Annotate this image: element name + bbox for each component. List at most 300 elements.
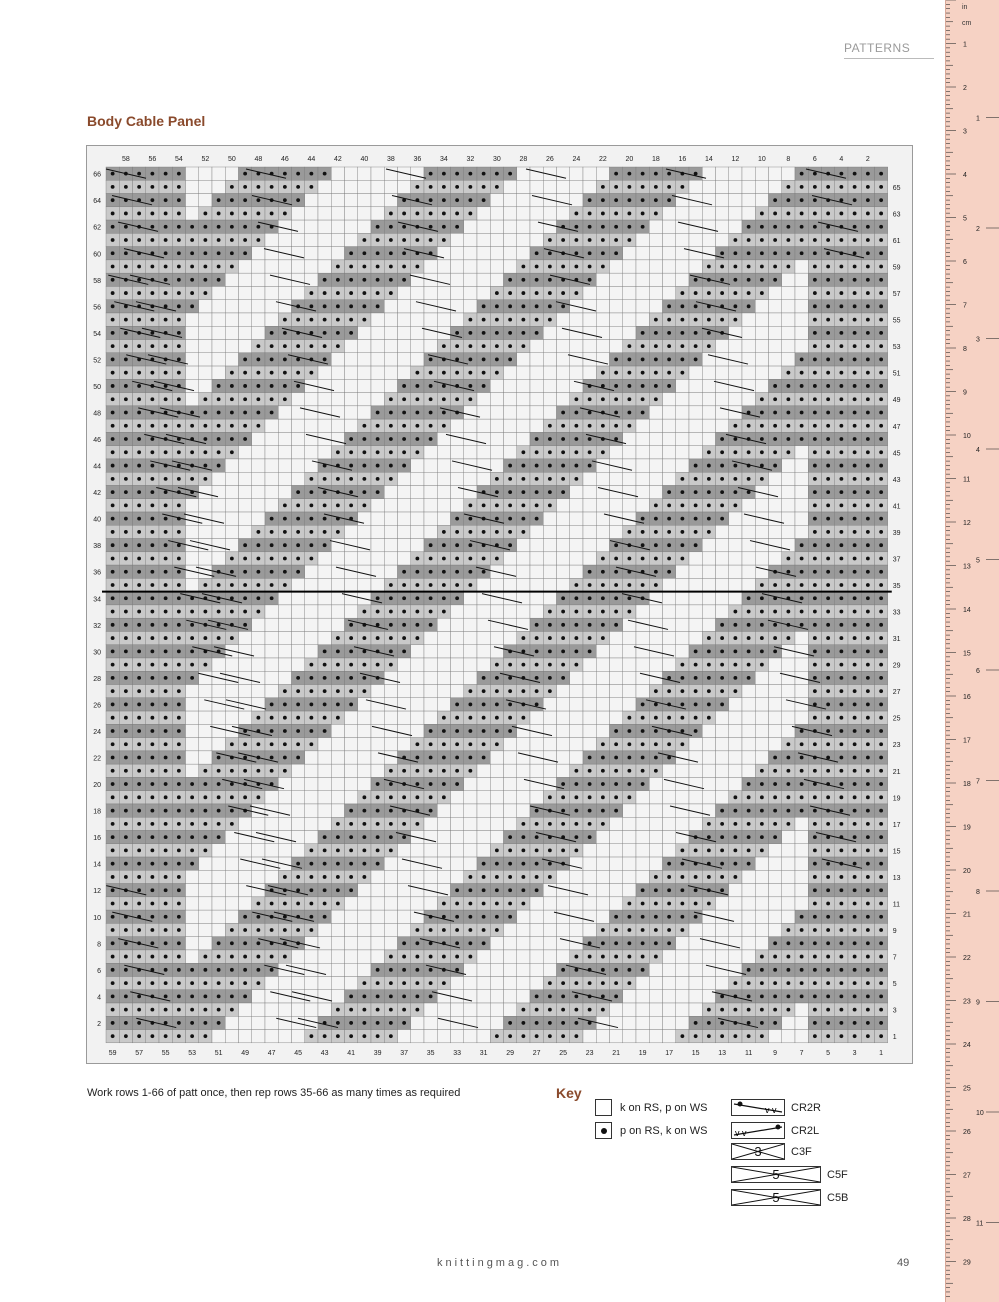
purl-dot: [243, 411, 247, 415]
purl-dot: [177, 636, 181, 640]
chart-cell: [345, 419, 358, 432]
chart-cell: [663, 791, 676, 804]
purl-dot: [217, 756, 221, 760]
chart-cell: [490, 618, 503, 631]
chart-cell: [649, 446, 662, 459]
purl-dot: [415, 212, 419, 216]
chart-cell: [623, 326, 636, 339]
purl-dot: [190, 663, 194, 667]
chart-cell: [318, 592, 331, 605]
purl-dot: [150, 397, 154, 401]
chart-cell: [610, 671, 623, 684]
purl-dot: [574, 822, 578, 826]
chart-cell: [649, 406, 662, 419]
chart-cell: [623, 499, 636, 512]
chart-cell: [769, 658, 782, 671]
purl-dot: [283, 397, 287, 401]
chart-cell: [490, 273, 503, 286]
purl-dot: [190, 636, 194, 640]
purl-dot: [641, 756, 645, 760]
purl-dot: [270, 185, 274, 189]
chart-cell: [477, 764, 490, 777]
chart-cell: [649, 844, 662, 857]
chart-cell: [596, 286, 609, 299]
purl-dot: [150, 703, 154, 707]
chart-cell: [729, 366, 742, 379]
purl-dot: [190, 291, 194, 295]
purl-dot: [270, 358, 274, 362]
purl-dot: [535, 703, 539, 707]
chart-cell: [384, 485, 397, 498]
purl-dot: [866, 782, 870, 786]
purl-dot: [508, 517, 512, 521]
purl-dot: [190, 424, 194, 428]
purl-dot: [879, 663, 883, 667]
purl-dot: [442, 212, 446, 216]
chart-cell: [689, 552, 702, 565]
purl-dot: [429, 729, 433, 733]
purl-dot: [866, 716, 870, 720]
purl-dot: [535, 849, 539, 853]
purl-dot: [124, 331, 128, 335]
chart-cell: [742, 578, 755, 591]
purl-dot: [309, 530, 313, 534]
purl-dot: [786, 265, 790, 269]
purl-dot: [336, 703, 340, 707]
chart-cell: [292, 777, 305, 790]
chart-cell: [477, 817, 490, 830]
purl-dot: [720, 318, 724, 322]
chart-cell: [716, 724, 729, 737]
purl-dot: [548, 676, 552, 680]
chart-cell: [212, 313, 225, 326]
chart-cell: [477, 605, 490, 618]
purl-dot: [203, 822, 207, 826]
chart-cell: [623, 817, 636, 830]
chart-cell: [490, 578, 503, 591]
purl-dot: [124, 729, 128, 733]
chart-cell: [676, 605, 689, 618]
purl-dot: [270, 397, 274, 401]
purl-dot: [853, 397, 857, 401]
purl-dot: [879, 849, 883, 853]
chart-cell: [186, 366, 199, 379]
purl-dot: [270, 570, 274, 574]
chart-cell: [252, 300, 265, 313]
chart-cell: [318, 751, 331, 764]
chart-cell: [331, 578, 344, 591]
purl-dot: [296, 490, 300, 494]
chart-cell: [199, 751, 212, 764]
chart-cell: [795, 631, 808, 644]
purl-dot: [442, 742, 446, 746]
chart-cell: [424, 472, 437, 485]
chart-cell: [398, 180, 411, 193]
purl-dot: [641, 729, 645, 733]
purl-dot: [124, 543, 128, 547]
purl-dot: [707, 503, 711, 507]
purl-dot: [574, 464, 578, 468]
purl-dot: [336, 278, 340, 282]
purl-dot: [203, 225, 207, 229]
purl-dot: [853, 172, 857, 176]
chart-cell: [424, 260, 437, 273]
purl-dot: [826, 663, 830, 667]
chart-cell: [636, 432, 649, 445]
chart-cell: [451, 247, 464, 260]
purl-dot: [111, 570, 115, 574]
chart-cell: [769, 340, 782, 353]
chart-cell: [530, 194, 543, 207]
purl-dot: [866, 676, 870, 680]
purl-dot: [773, 822, 777, 826]
purl-dot: [839, 278, 843, 282]
chart-cell: [742, 738, 755, 751]
purl-dot: [389, 663, 393, 667]
chart-cell: [530, 379, 543, 392]
purl-dot: [336, 530, 340, 534]
purl-dot: [839, 358, 843, 362]
chart-cell: [557, 353, 570, 366]
purl-dot: [535, 490, 539, 494]
purl-dot: [111, 716, 115, 720]
chart-cell: [795, 300, 808, 313]
purl-dot: [654, 503, 658, 507]
chart-cell: [649, 831, 662, 844]
purl-dot: [866, 331, 870, 335]
purl-dot: [111, 490, 115, 494]
chart-cell: [292, 260, 305, 273]
chart-cell: [504, 220, 517, 233]
purl-dot: [150, 238, 154, 242]
chart-cell: [742, 499, 755, 512]
chart-cell: [331, 804, 344, 817]
chart-cell: [358, 592, 371, 605]
chart-cell: [371, 578, 384, 591]
purl-dot: [786, 437, 790, 441]
purl-dot: [217, 782, 221, 786]
chart-cell: [490, 459, 503, 472]
purl-dot: [601, 198, 605, 202]
chart-cell: [623, 685, 636, 698]
chart-cell: [371, 393, 384, 406]
chart-cell: [557, 565, 570, 578]
chart-cell: [729, 167, 742, 180]
purl-dot: [773, 583, 777, 587]
purl-dot: [243, 424, 247, 428]
chart-cell: [437, 432, 450, 445]
purl-dot: [654, 185, 658, 189]
chart-cell: [384, 194, 397, 207]
purl-dot: [164, 795, 168, 799]
chart-cell: [702, 233, 715, 246]
purl-dot: [389, 477, 393, 481]
purl-dot: [296, 703, 300, 707]
purl-dot: [521, 663, 525, 667]
purl-dot: [203, 212, 207, 216]
chart-cell: [278, 472, 291, 485]
purl-dot: [124, 397, 128, 401]
purl-dot: [177, 835, 181, 839]
purl-dot: [508, 172, 512, 176]
purl-dot: [786, 636, 790, 640]
purl-dot: [839, 185, 843, 189]
chart-cell: [477, 631, 490, 644]
purl-dot: [296, 371, 300, 375]
chart-cell: [610, 525, 623, 538]
purl-dot: [111, 318, 115, 322]
purl-dot: [468, 769, 472, 773]
purl-dot: [164, 703, 168, 707]
purl-dot: [455, 703, 459, 707]
chart-cell: [769, 512, 782, 525]
purl-dot: [442, 371, 446, 375]
purl-dot: [177, 238, 181, 242]
purl-dot: [336, 344, 340, 348]
purl-dot: [349, 849, 353, 853]
purl-dot: [137, 849, 141, 853]
chart-cell: [570, 724, 583, 737]
chart-cell: [610, 340, 623, 353]
purl-dot: [177, 596, 181, 600]
purl-dot: [839, 477, 843, 481]
chart-cell: [345, 340, 358, 353]
chart-cell: [742, 353, 755, 366]
chart-cell: [742, 764, 755, 777]
purl-dot: [243, 198, 247, 202]
chart-cell: [437, 286, 450, 299]
chart-cell: [212, 499, 225, 512]
chart-cell: [252, 512, 265, 525]
chart-cell: [199, 180, 212, 193]
chart-cell: [716, 552, 729, 565]
chart-cell: [769, 326, 782, 339]
purl-dot: [826, 729, 830, 733]
chart-cell: [795, 645, 808, 658]
purl-dot: [588, 212, 592, 216]
purl-dot: [800, 596, 804, 600]
chart-cell: [318, 419, 331, 432]
purl-dot: [760, 782, 764, 786]
purl-dot: [839, 450, 843, 454]
chart-cell: [424, 671, 437, 684]
purl-dot: [839, 689, 843, 693]
chart-cell: [278, 485, 291, 498]
purl-dot: [879, 477, 883, 481]
purl-dot: [680, 543, 684, 547]
purl-dot: [482, 689, 486, 693]
chart-cell: [490, 751, 503, 764]
chart-cell: [570, 512, 583, 525]
purl-dot: [429, 623, 433, 627]
purl-dot: [362, 649, 366, 653]
purl-dot: [217, 835, 221, 839]
purl-dot: [747, 251, 751, 255]
chart-cell: [331, 751, 344, 764]
purl-dot: [190, 238, 194, 242]
chart-cell: [451, 605, 464, 618]
chart-cell: [782, 525, 795, 538]
purl-dot: [601, 636, 605, 640]
chart-cell: [504, 817, 517, 830]
purl-dot: [760, 225, 764, 229]
purl-dot: [296, 862, 300, 866]
chart-cell: [504, 764, 517, 777]
chart-cell: [265, 844, 278, 857]
purl-dot: [720, 464, 724, 468]
chart-cell: [451, 499, 464, 512]
purl-dot: [150, 517, 154, 521]
purl-dot: [760, 411, 764, 415]
purl-dot: [482, 557, 486, 561]
purl-dot: [667, 543, 671, 547]
purl-dot: [164, 344, 168, 348]
chart-cell: [398, 711, 411, 724]
chart-cell: [517, 764, 530, 777]
purl-dot: [177, 795, 181, 799]
chart-cell: [782, 286, 795, 299]
chart-cell: [583, 711, 596, 724]
chart-cell: [517, 791, 530, 804]
purl-dot: [747, 596, 751, 600]
purl-dot: [402, 411, 406, 415]
chart-cell: [225, 844, 238, 857]
chart-cell: [278, 817, 291, 830]
chart-cell: [451, 817, 464, 830]
chart-cell: [239, 273, 252, 286]
purl-dot: [813, 583, 817, 587]
chart-cell: [464, 777, 477, 790]
chart-cell: [490, 764, 503, 777]
purl-dot: [124, 557, 128, 561]
chart-cell: [292, 605, 305, 618]
purl-dot: [177, 530, 181, 534]
purl-dot: [323, 862, 327, 866]
purl-dot: [561, 464, 565, 468]
chart-cell: [636, 273, 649, 286]
purl-dot: [601, 756, 605, 760]
chart-cell: [371, 751, 384, 764]
chart-cell: [464, 857, 477, 870]
chart-cell: [716, 167, 729, 180]
chart-title: Body Cable Panel: [87, 113, 206, 129]
purl-dot: [415, 822, 419, 826]
purl-dot: [164, 503, 168, 507]
purl-dot: [720, 676, 724, 680]
chart-cell: [795, 485, 808, 498]
purl-dot: [137, 530, 141, 534]
purl-dot: [230, 570, 234, 574]
chart-cell: [636, 247, 649, 260]
purl-dot: [256, 397, 260, 401]
purl-dot: [124, 212, 128, 216]
chart-cell: [504, 592, 517, 605]
purl-dot: [217, 265, 221, 269]
chart-cell: [451, 857, 464, 870]
chart-cell: [610, 844, 623, 857]
chart-cell: [716, 791, 729, 804]
purl-dot: [177, 862, 181, 866]
purl-dot: [561, 663, 565, 667]
purl-dot: [124, 570, 128, 574]
purl-dot: [747, 238, 751, 242]
purl-dot: [826, 344, 830, 348]
chart-cell: [729, 552, 742, 565]
purl-dot: [296, 185, 300, 189]
purl-dot: [336, 663, 340, 667]
purl-dot: [879, 172, 883, 176]
purl-dot: [124, 358, 128, 362]
purl-dot: [270, 703, 274, 707]
chart-cell: [702, 539, 715, 552]
purl-dot: [866, 450, 870, 454]
chart-cell: [358, 552, 371, 565]
purl-dot: [813, 649, 817, 653]
chart-cell: [610, 260, 623, 273]
chart-cell: [411, 645, 424, 658]
purl-dot: [243, 212, 247, 216]
chart-cell: [702, 791, 715, 804]
purl-dot: [561, 822, 565, 826]
chart-cell: [729, 711, 742, 724]
purl-dot: [389, 623, 393, 627]
purl-dot: [733, 822, 737, 826]
chart-cell: [331, 353, 344, 366]
purl-dot: [588, 596, 592, 600]
purl-dot: [230, 610, 234, 614]
purl-dot: [137, 610, 141, 614]
chart-cell: [583, 286, 596, 299]
purl-dot: [839, 371, 843, 375]
purl-dot: [362, 291, 366, 295]
chart-cell: [358, 738, 371, 751]
chart-cell: [278, 446, 291, 459]
chart-cell: [265, 645, 278, 658]
purl-dot: [429, 225, 433, 229]
purl-dot: [402, 464, 406, 468]
purl-dot: [601, 822, 605, 826]
chart-cell: [252, 459, 265, 472]
chart-cell: [649, 631, 662, 644]
chart-cell: [199, 525, 212, 538]
purl-dot: [415, 384, 419, 388]
purl-dot: [256, 371, 260, 375]
purl-dot: [839, 756, 843, 760]
chart-cell: [663, 817, 676, 830]
chart-cell: [543, 393, 556, 406]
purl-dot: [680, 304, 684, 308]
purl-dot: [111, 769, 115, 773]
chart-cell: [225, 525, 238, 538]
purl-dot: [415, 185, 419, 189]
chart-cell: [186, 711, 199, 724]
purl-dot: [879, 358, 883, 362]
chart-cell: [755, 300, 768, 313]
purl-dot: [243, 543, 247, 547]
purl-dot: [601, 596, 605, 600]
purl-dot: [680, 729, 684, 733]
purl-dot: [866, 225, 870, 229]
chart-cell: [265, 671, 278, 684]
purl-dot: [720, 490, 724, 494]
chart-cell: [384, 499, 397, 512]
purl-dot: [150, 172, 154, 176]
purl-dot: [786, 795, 790, 799]
purl-dot: [203, 265, 207, 269]
chart-cell: [504, 194, 517, 207]
chart-cell: [755, 499, 768, 512]
chart-cell: [477, 844, 490, 857]
